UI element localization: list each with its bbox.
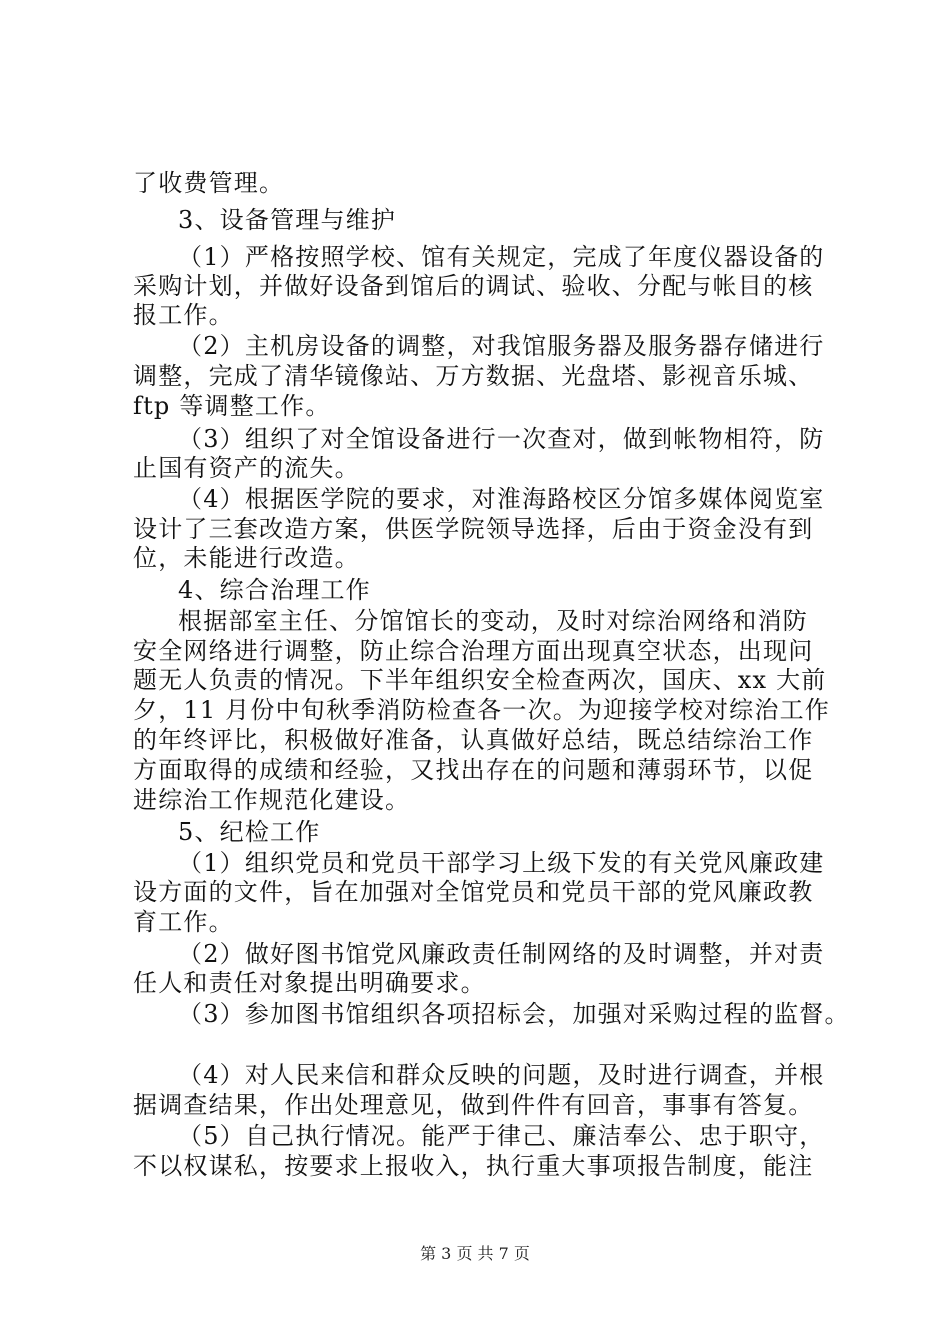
text-line: （1）组织党员和党员干部学习上级下发的有关党风廉政建 [178,849,825,877]
text-line: （1）严格按照学校、馆有关规定，完成了年度仪器设备的 [178,243,825,271]
text-line: 据调查结果，作出处理意见，做到件件有回音，事事有答复。 [133,1091,814,1119]
text-line: 题无人负责的情况。下半年组织安全检查两次，国庆、xx 大前 [133,666,827,694]
text-line: （3）参加图书馆组织各项招标会，加强对采购过程的监督。 [178,1000,850,1028]
text-line: 调整，完成了清华镜像站、万方数据、光盘塔、影视音乐城、 [133,362,814,390]
text-line: 方面取得的成绩和经验，又找出存在的问题和薄弱环节，以促 [133,756,814,784]
page-number-footer: 第 3 页 共 7 页 [420,1244,530,1263]
section-heading: 5、纪检工作 [178,818,321,846]
text-line: 报工作。 [133,301,234,329]
text-line: （2）主机房设备的调整，对我馆服务器及服务器存储进行 [178,332,825,360]
text-line: 不以权谋私，按要求上报收入，执行重大事项报告制度，能注 [133,1152,814,1180]
text-line: 安全网络进行调整，防止综合治理方面出现真空状态，出现问 [133,637,814,665]
text-line: （2）做好图书馆党风廉政责任制网络的及时调整，并对责 [178,940,825,968]
text-line: （3）组织了对全馆设备进行一次查对，做到帐物相符，防 [178,425,825,453]
text-line: （4）对人民来信和群众反映的问题，及时进行调查，并根 [178,1061,825,1089]
text-line: 设计了三套改造方案，供医学院领导选择，后由于资金没有到 [133,515,814,543]
text-line: ftp 等调整工作。 [133,392,331,420]
section-heading: 3、设备管理与维护 [178,206,397,234]
text-line: 设方面的文件，旨在加强对全馆党员和党员干部的党风廉政教 [133,878,814,906]
text-line: 进综治工作规范化建设。 [133,786,411,814]
text-line: 采购计划，并做好设备到馆后的调试、验收、分配与帐目的核 [133,272,814,300]
text-line: 位，未能进行改造。 [133,544,360,572]
text-line: （5）自己执行情况。能严于律己、廉洁奉公、忠于职守， [178,1122,825,1150]
text-line: 的年终评比，积极做好准备，认真做好总结，既总结综治工作 [133,726,814,754]
text-line: 止国有资产的流失。 [133,454,360,482]
text-line: 任人和责任对象提出明确要求。 [133,969,486,997]
text-line: （4）根据医学院的要求，对淮海路校区分馆多媒体阅览室 [178,485,825,513]
text-line: 了收费管理。 [133,169,285,197]
text-line: 育工作。 [133,908,234,936]
text-line: 根据部室主任、分馆馆长的变动，及时对综治网络和消防 [178,607,808,635]
text-line: 夕，11 月份中旬秋季消防检查各一次。为迎接学校对综治工作 [133,696,830,724]
section-heading: 4、综合治理工作 [178,576,371,604]
